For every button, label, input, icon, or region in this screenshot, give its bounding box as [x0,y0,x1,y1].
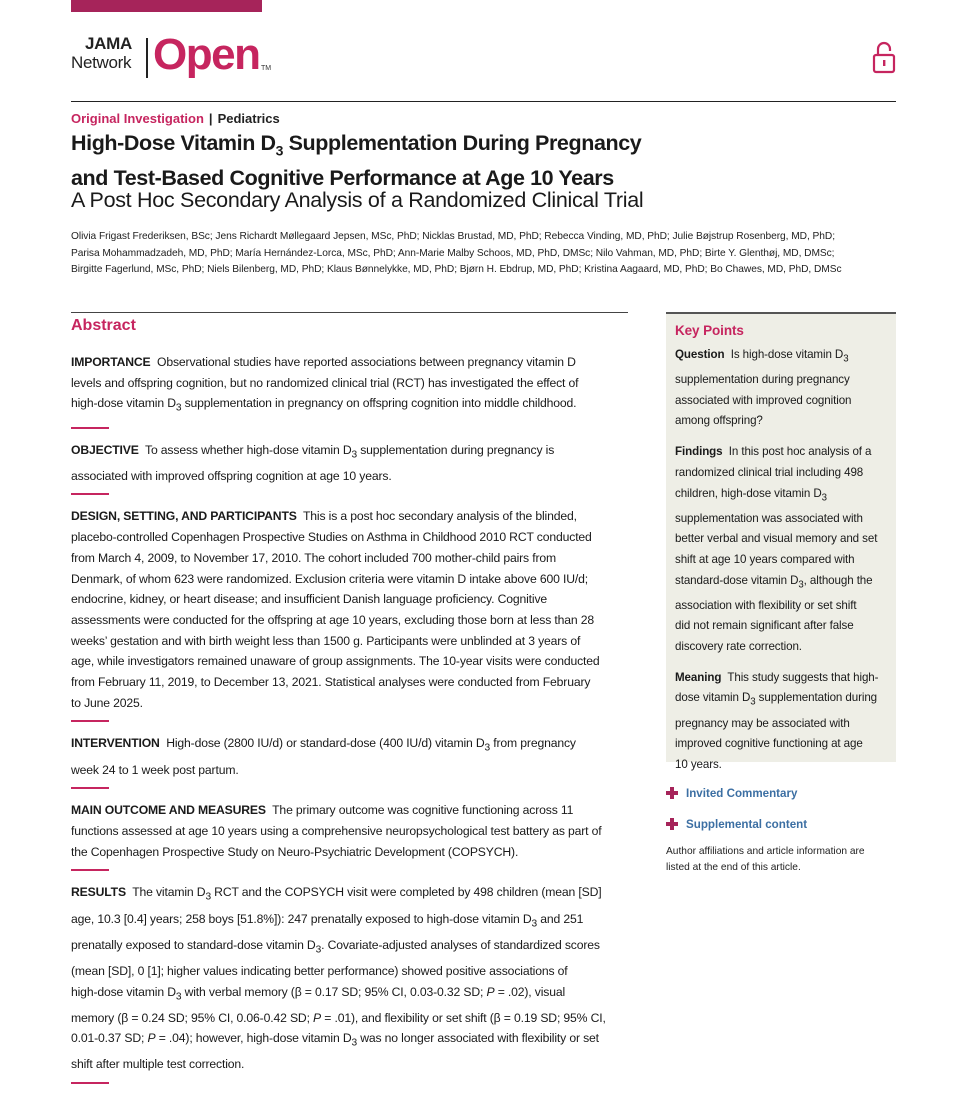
key-points-box [666,312,896,771]
abstract-body [71,352,641,1095]
logo-jama-text: JAMA [85,34,132,53]
article-type-separator: | [208,111,213,126]
key-points-findings: Findings In this post hoc analysis of a randomized clinical trial including 498 children, high-dose vitamin $D_3$ supplementation was associated with better verbal and visual memory and set shift at age 10 years compared with standard-dose vitamin $D_3$, although the association with flexibility or set shift did not remain significant after false discovery rate correction. [675,445,878,654]
header-divider [71,101,896,102]
plus-icon [666,818,678,830]
section-divider [71,787,109,789]
key-points-heading: Key Points [675,323,744,338]
author-list [71,229,901,279]
sidebar-links [666,782,807,844]
logo-trademark: TM [261,65,272,72]
author-line: Olivia Frigast Frederiksen, BSc; Jens Richardt Møllegaard Jepsen, MSc, PhD; Nicklas Brustad, MD, PhD; Rebecca Vinding, MD, PhD; Julie Bøjstrup Rosenberg, MD, PhD; [71,231,835,242]
affiliation-note: Author affiliations and article information are listed at the end of this article. [666,846,865,873]
section-divider [71,1082,109,1084]
key-points-meaning: Meaning This study suggests that high- dose vitamin $D_3$ supplementation during pregnancy may be associated with improved cognitive functioning at age 10 years. [675,670,879,771]
invited-commentary-label: Invited Commentary [686,786,798,800]
top-accent-bar [71,0,262,12]
abstract-results: RESULTS The vitamin $D_3$ RCT and the COPSYCH visit were completed by 498 children (mean [SD] age, 10.3 [0.4] years; 258 boys [51.8%]): 247 prenatally exposed to high-dose vitamin $D_3$ and 251 prenatally exposed to standard-dose vitamin $D_3$. Covariate-adjusted analyses of standardized scores (mean [SD], 0 [1]; higher values indicating better performance) showed positive associations of high-dose vitamin $D_3$ with verbal memory (β = 0.17 SD; 95% CI, 0.03-0.32 SD; P = .02), visual memory (β = 0.24 SD; 95% CI, 0.06-0.42 SD; P = .01), and flexibility or set shift (β = 0.19 SD; 95% CI, 0.01-0.37 SD; P = .04); however, high-dose vitamin $D_3$ was no longer associated with flexibility or set shift after multiple test correction. [71,885,606,1072]
supplemental-content-link[interactable] [666,813,807,835]
logo-open-text: Open [153,30,260,79]
article-type-line [71,110,280,127]
supplemental-content-label: Supplemental content [686,817,808,831]
logo-divider [146,38,148,78]
section-divider [71,720,109,722]
section-divider [71,869,109,871]
logo-network-text: Network [71,53,132,72]
abstract-heading: Abstract [71,317,136,334]
author-line: Parisa Mohammadzadeh, MD, PhD; María Hernández-Lorca, MSc, PhD; Ann-Marie Malby Schoos, MD, PhD, DMSc; Nilo Vahman, MD, PhD; Birte Y. Glenthøj, MD, DMSc; [71,247,835,259]
section-divider [71,493,109,495]
plus-icon [666,787,678,799]
article-title: High-Dose Vitamin $D_3$ Supplementation During Pregnancy and Test-Based Cognitive Performance at Age 10 Years [71,131,642,191]
abstract-divider [71,312,628,313]
invited-commentary-link[interactable] [666,782,807,804]
article-subtitle: A Post Hoc Secondary Analysis of a Randomized Clinical Trial [71,188,644,212]
author-line: Birgitte Fagerlund, MSc, PhD; Niels Bilenberg, MD, PhD; Klaus Bønnelykke, MD, PhD; Bjørn H. Ebdrup, MD, PhD; Kristina Aagaard, MD, PhD; Bo Chawes, MD, PhD, DMSc [71,264,842,275]
section-divider [71,427,109,429]
abstract-importance: IMPORTANCE Observational studies have reported associations between pregnancy vitamin D levels and offspring cognition, but no randomized clinical trial (RCT) has investigated the effect of high-dose vitamin $D_3$ supplementation in pregnancy on offspring cognition into middle childhood. [71,355,579,414]
article-section: Pediatrics [217,111,280,126]
open-access-lock-icon [872,40,896,74]
abstract-design: DESIGN, SETTING, AND PARTICIPANTS This is a post hoc secondary analysis of the blinded, placebo-controlled Copenhagen Prospective Studies on Asthma in Childhood 2010 RCT conducted from March 4, 2009, to November 17, 2010. The cohort included 700 mother-child pairs from Denmark, of whom 623 were randomized. Exclusion criteria were vitamin D intake above 600 IU/d; endocrine, kidney, or heart disease; and insufficient Danish language proficiency. Cognitive assessments were conducted for the offspring at age 10 years, excluding those born at less than 28 weeks’ gestation and with birth weight less than 1500 g. Participants were unblinded at 3 years of age, while investigators remained unaware of group assignments. The 10-year visits were conducted from February 11, 2019, to December 13, 2021. Statistical analyses were conducted from February to June 2025. [71,509,600,710]
abstract-objective: OBJECTIVE To assess whether high-dose vitamin $D_3$ supplementation during pregnancy is associated with improved offspring cognition at age 10 years. [71,442,555,483]
article-type: Original Investigation [71,111,204,126]
key-points-question: Question Is high-dose vitamin $D_3$ supplementation during pregnancy associated with improved cognition among offspring? [675,348,852,428]
abstract-intervention: INTERVENTION High-dose (2800 IU/d) or standard-dose (400 IU/d) vitamin $D_3$ from pregnancy week 24 to 1 week post partum. [71,736,576,777]
abstract-outcome: MAIN OUTCOME AND MEASURES The primary outcome was cognitive functioning across 11 functions assessed at age 10 years using a comprehensive neuropsychological test battery as part of the Copenhagen Prospective Study on Neuro-Psychiatric Development (COPSYCH). [71,803,602,859]
